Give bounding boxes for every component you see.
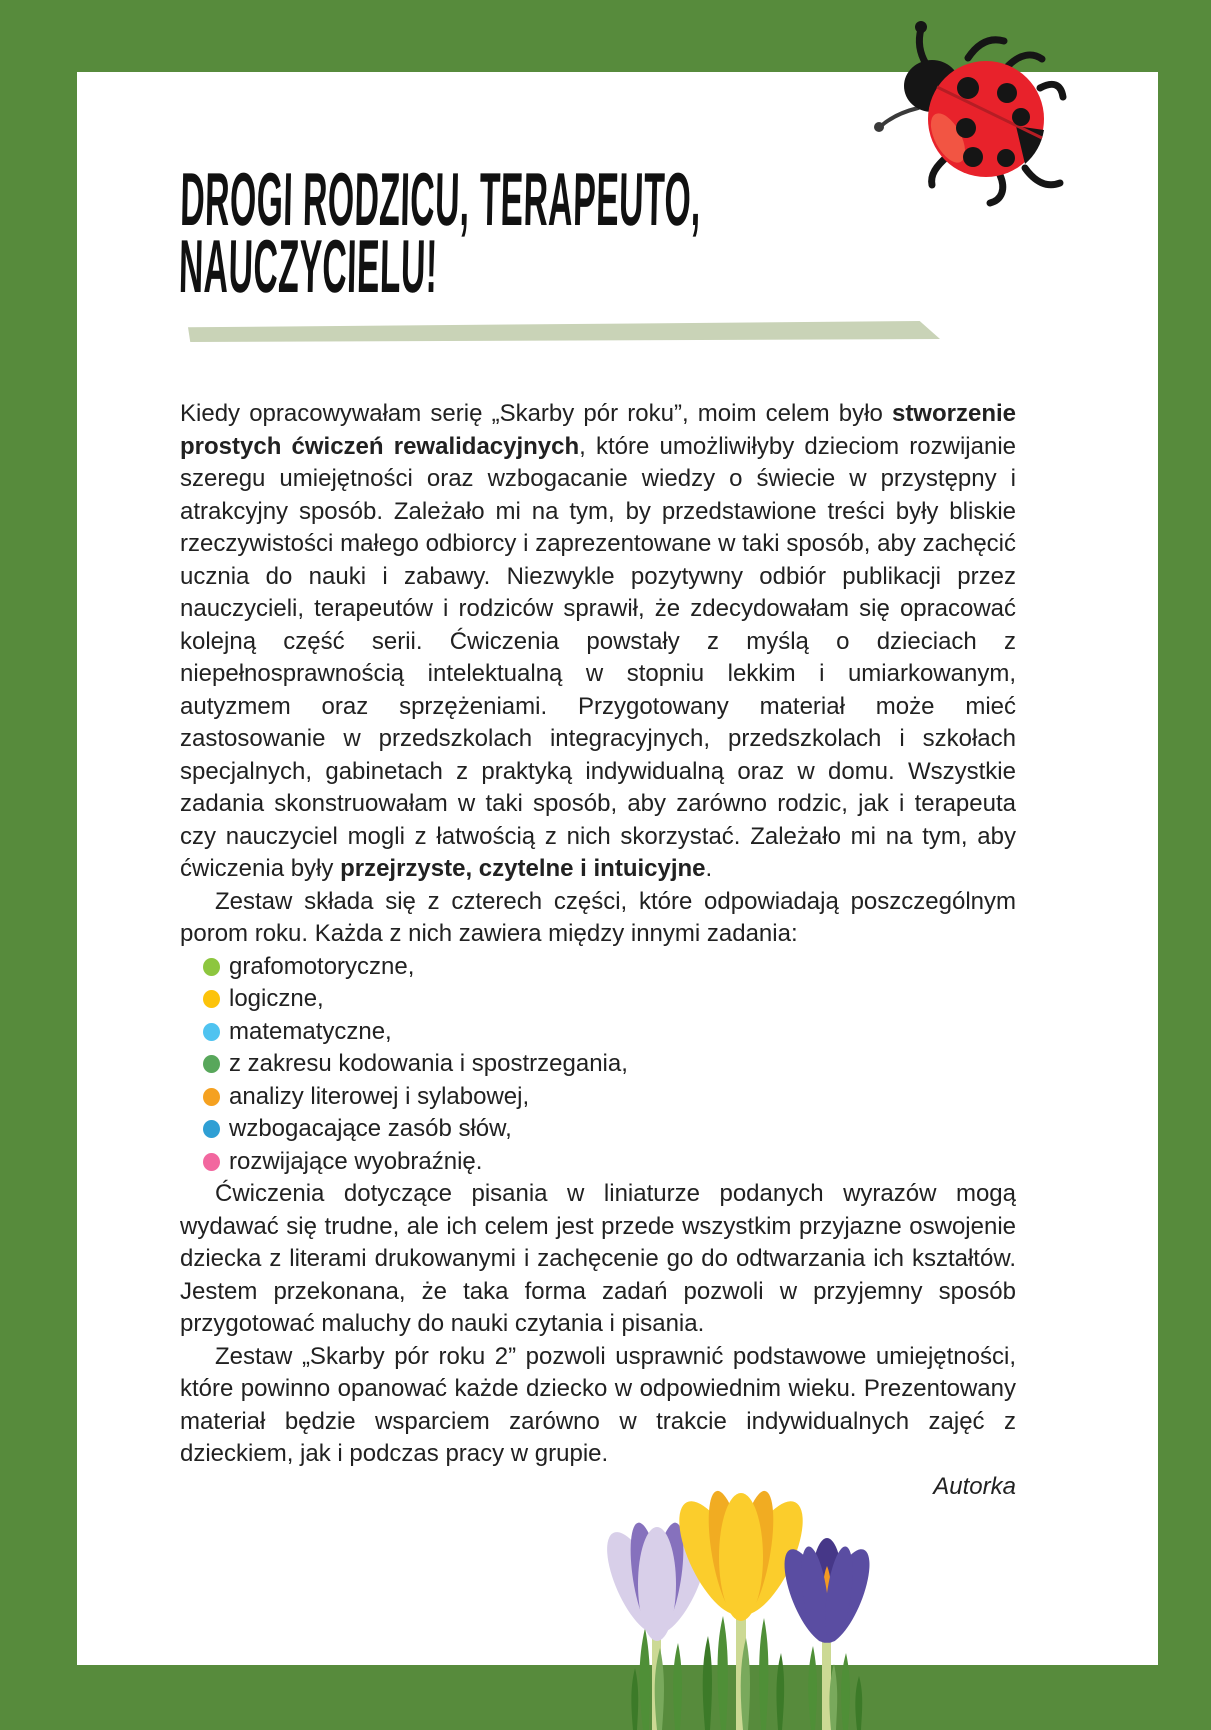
page-title-line1: DROGI RODZICU, TERAPEUTO, <box>179 157 702 241</box>
title-underline-bar <box>188 321 940 342</box>
list-item-label: grafomotoryczne, <box>229 952 415 980</box>
paragraph: Zestaw „Skarby pór roku 2” pozwoli usprawnić podstawowe umiejętności, które powinno opanować każde dziecko w odpowiednim wieku. Prezentowany materiał będzie wsparciem zarówno w trakcie indywidualnych zajęć z dzieckiem, jak i podczas pracy w grupie. <box>180 1342 1016 1467</box>
list-item-label: rozwijające wyobraźnię. <box>229 1147 483 1175</box>
signature: Autorka <box>933 1472 1016 1500</box>
bullet-dot-icon <box>203 1153 220 1171</box>
paragraph: Kiedy opracowywałam serię „Skarby pór roku”, moim celem było stworzenie prostych ćwiczeń rewalidacyjnych, które umożliwiłyby dzieciom rozwijanie szeregu umiejętności oraz wzbogacanie wiedzy o świecie w przystępny i atrakcyjny sposób. Zależało mi na tym, by przedstawione treści były bliskie rzeczywistości małego odbiorcy i zaprezentowane w taki sposób, aby zachęcić ucznia do nauki i zabawy. Niezwykle pozytywny odbiór publikacji przez nauczycieli, terapeutów i rodziców sprawił, że zdecydowałam się opracować kolejną część serii. Ćwiczenia powstały z myślą o dzieciach z niepełnosprawnością intelektualną w stopniu lekkim i umiarkowanym, autyzmem oraz sprzężeniami. Przygotowany materiał może mieć zastosowanie w przedszkolach integracyjnych, przedszkolach i szkołach specjalnych, gabinetach z praktyką indywidualną oraz w domu. Wszystkie zadania skonstruowałam w taki sposób, aby zarówno rodzic, jak i terapeuta czy nauczyciel mogli z łatwością z nich skorzystać. Zależało mi na tym, aby ćwiczenia były przejrzyste, czytelne i intuicyjne. <box>180 400 1016 882</box>
page-title <box>178 157 702 308</box>
list-item <box>180 1146 1016 1179</box>
list-item-label: z zakresu kodowania i spostrzegania, <box>229 1050 628 1077</box>
list-item <box>180 951 1016 984</box>
bullet-dot-icon <box>203 1023 220 1041</box>
task-type-list <box>180 951 1016 1179</box>
outro-paragraphs <box>180 1178 1016 1471</box>
intro-paragraphs <box>180 398 1016 951</box>
bullet-dot-icon <box>203 958 220 976</box>
bullet-dot-icon <box>203 1120 220 1138</box>
crocus-flowers-icon <box>545 1478 875 1730</box>
list-item <box>180 1048 1016 1081</box>
list-item-label: logiczne, <box>229 985 324 1012</box>
list-item-label: analizy literowej i sylabowej, <box>229 1082 530 1110</box>
ladybug-icon <box>820 8 1070 208</box>
bullet-dot-icon <box>203 1088 220 1106</box>
list-item <box>180 1113 1016 1146</box>
document-page <box>77 72 1158 1665</box>
list-item <box>180 983 1016 1016</box>
body-text <box>180 398 1016 1503</box>
bullet-dot-icon <box>203 990 220 1008</box>
list-item-label: matematyczne, <box>229 1017 392 1045</box>
paragraph: Zestaw składa się z czterech części, które odpowiadają poszczególnym porom roku. Każda z nich zawiera między innymi zadania: <box>180 887 1016 947</box>
bullet-dot-icon <box>203 1055 220 1073</box>
list-item <box>180 1016 1016 1049</box>
list-item-label: wzbogacające zasób słów, <box>229 1115 512 1142</box>
page-title-line2: NAUCZYCIELU! <box>178 224 439 308</box>
paragraph: Ćwiczenia dotyczące pisania w liniaturze podanych wyrazów mogą wydawać się trudne, ale ich celem jest przede wszystkim przyjazne oswojenie dziecka z literami drukowanymi i zachęcenie go do odtwarzania ich kształtów. Jestem przekonana, że taka forma zadań pozwoli w przyjemny sposób przygotować maluchy do nauki czytania i pisania. <box>180 1180 1016 1337</box>
list-item <box>180 1081 1016 1114</box>
